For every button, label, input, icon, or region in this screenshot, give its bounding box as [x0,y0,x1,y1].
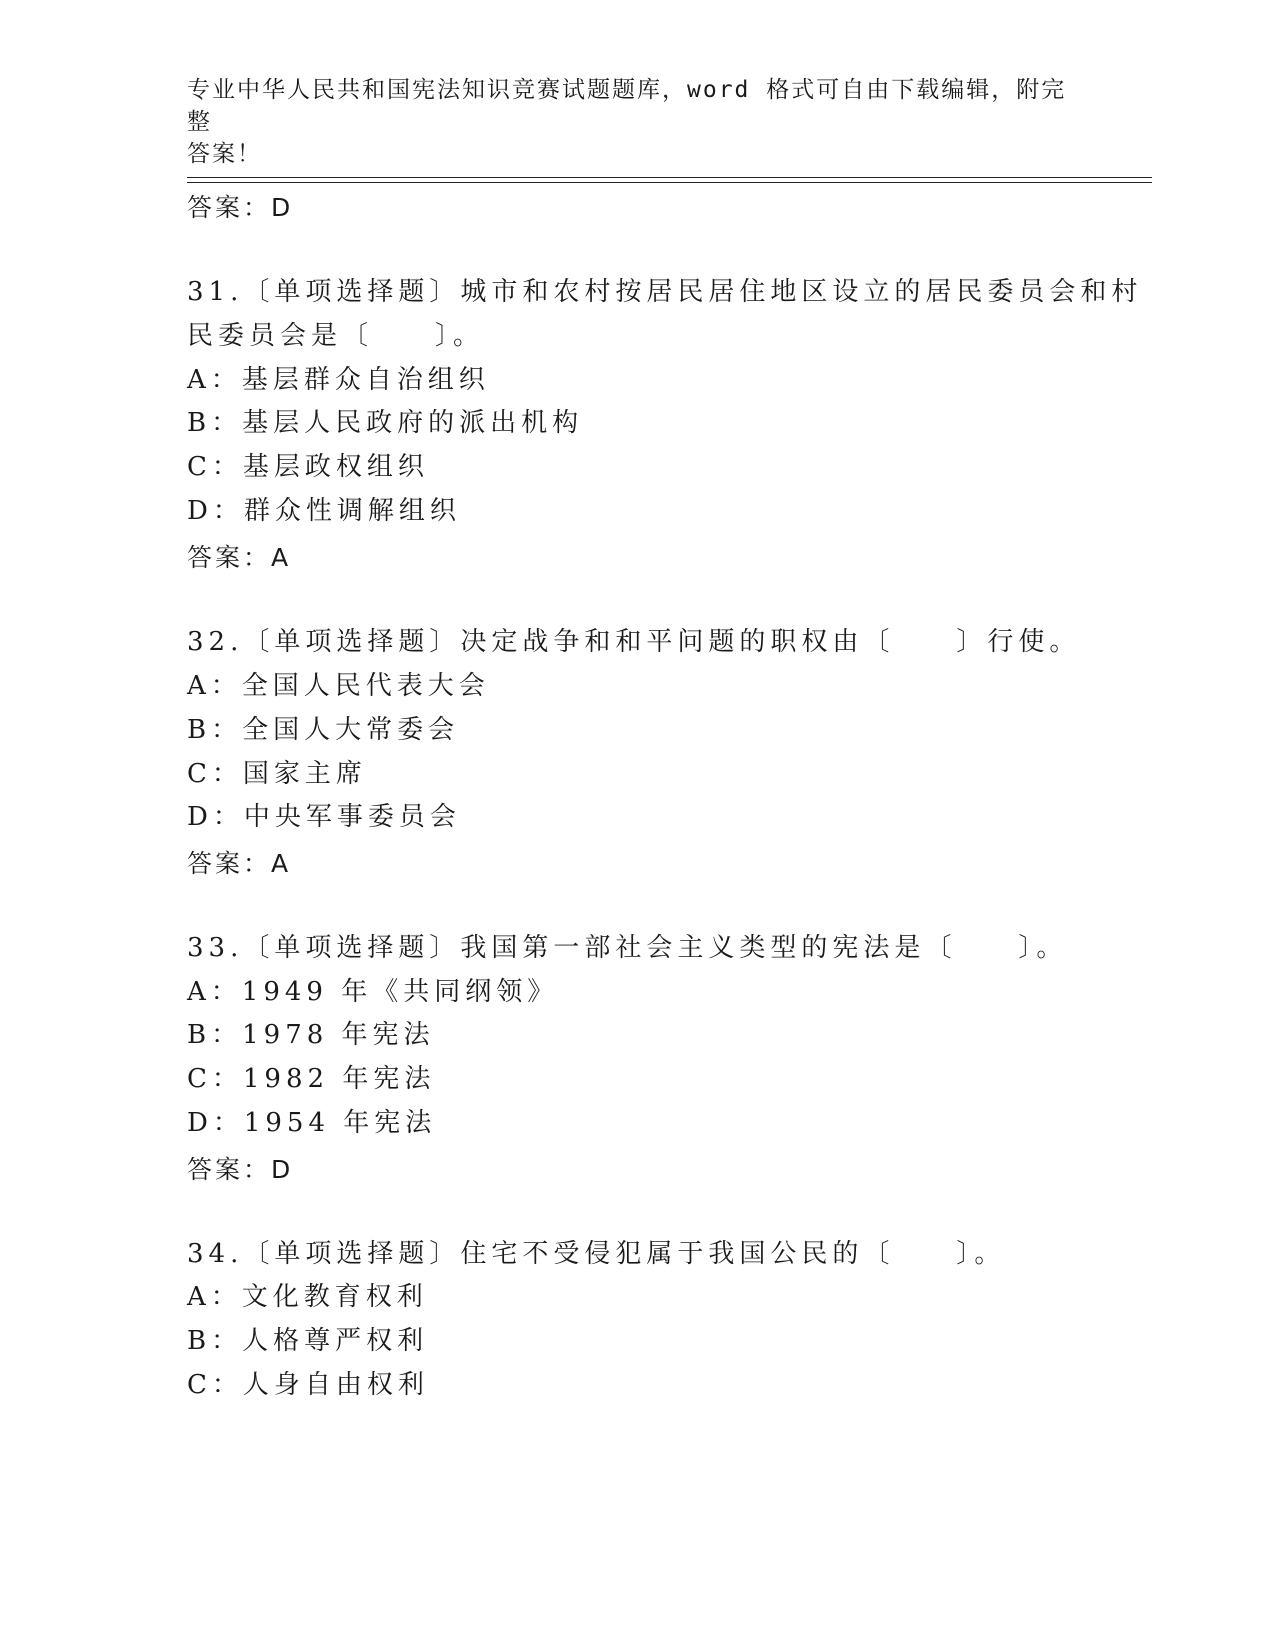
question-33-line-1: 33.〔单项选择题〕我国第一部社会主义类型的宪法是〔 〕。 [187,933,1068,963]
option-31-c: C：基层政权组织 [187,452,429,482]
option-32-c: C：国家主席 [187,759,367,789]
option-34-c: C：人身自由权利 [187,1370,429,1400]
answer-33: 答案：D [187,1155,294,1184]
question-31-line-2: 民委员会是〔 〕。 [187,321,485,351]
option-31-d: D：群众性调解组织 [187,496,461,526]
answer-30: 答案：D [187,193,294,222]
header-divider-top [187,177,1152,178]
question-34-line-1: 34.〔单项选择题〕住宅不受侵犯属于我国公民的〔 〕。 [187,1239,1006,1269]
question-31-line-1: 31.〔单项选择题〕城市和农村按居民居住地区设立的居民委员会和村 [187,277,1143,307]
option-33-d: D：1954 年宪法 [187,1108,437,1138]
option-33-b: B：1978 年宪法 [187,1020,435,1050]
option-33-c: C：1982 年宪法 [187,1064,436,1094]
option-32-a: A：全国人民代表大会 [187,671,490,701]
answer-31: 答案：A [187,543,292,572]
question-32-line-1: 32.〔单项选择题〕决定战争和和平问题的职权由〔 〕行使。 [187,627,1081,657]
option-33-a: A：1949 年《共同纲领》 [187,977,559,1007]
header-note-line-1: 专业中华人民共和国宪法知识竞赛试题题库，word 格式可自由下载编辑，附完整 [187,77,1067,135]
option-34-a: A：文化教育权利 [187,1282,428,1312]
option-31-b: B：基层人民政府的派出机构 [187,408,584,438]
option-32-b: B：全国人大常委会 [187,715,460,745]
header-note-line-2: 答案！ [187,141,262,167]
answer-32: 答案：A [187,849,292,878]
option-34-b: B：人格尊严权利 [187,1326,429,1356]
option-31-a: A：基层群众自治组织 [187,365,490,395]
header-note [187,74,1067,170]
option-32-d: D：中央军事委员会 [187,802,461,832]
header-divider-bottom [187,182,1152,183]
